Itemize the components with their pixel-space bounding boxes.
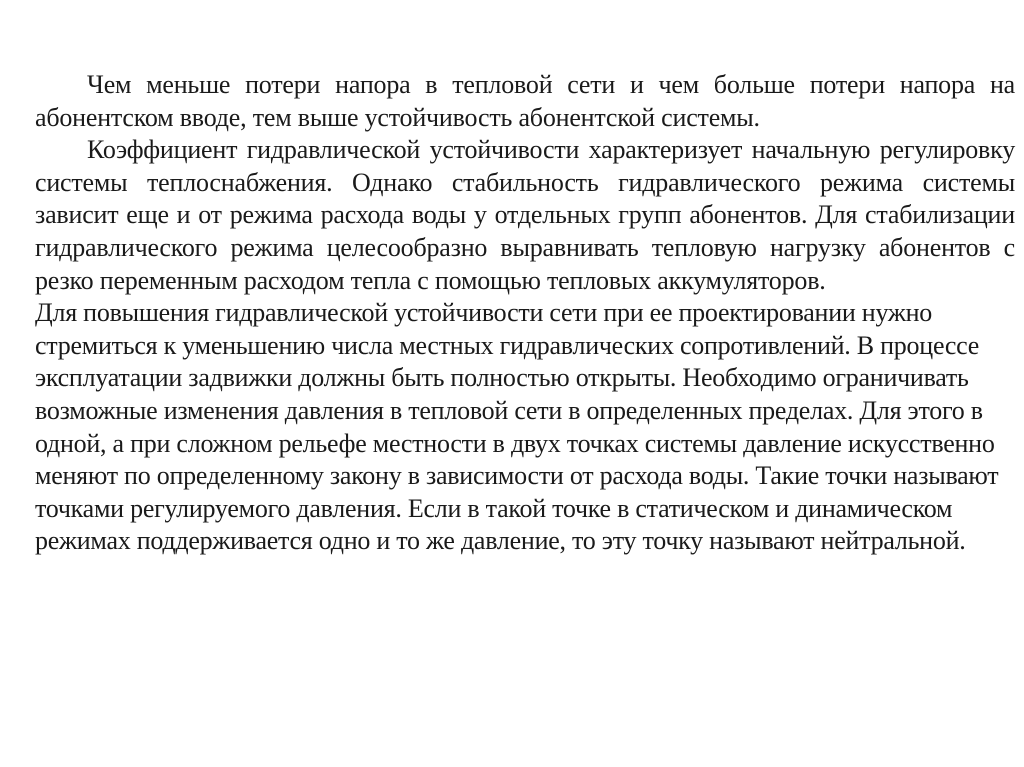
- paragraph-stability: Чем меньше потери напора в тепловой сети и чем больше потери напора на абонентском вводе, тем выше устойчивость абонентской системы.: [35, 70, 1015, 132]
- paragraph-coefficient: Коэффициент гидравлической устойчивости характеризует начальную регулировку системы теплоснабжения. Однако стабильность гидравлического режима системы зависит еще и от режима расхода воды у отдельных групп абонентов. Для стабилизации гидравлического режима целесообразно выравнивать тепловую нагрузку абонентов с резко переменным расходом тепла с помощью тепловых аккумуляторов.: [35, 135, 1015, 295]
- paragraph-design-recommendations: Для повышения гидравлической устойчивости сети при ее проектировании нужно стремиться к уменьшению числа местных гидравлических сопротивлений. В процессе эксплуатации задвижки должны быть полностью открыты. Необходимо ограничивать возможные изменения давления в тепловой сети в определенных пределах. Для этого в одной, а при сложном рельефе местности в двух точках системы давление искусственно меняют по определенному закону в зависимости от расхода воды. Такие точки называют точками регулируемого давления. Если в такой точке в статическом и динамическом режимах поддерживается одно и то же давление, то эту точку называют нейтральной.: [35, 298, 999, 556]
- text-body: [35, 69, 1015, 558]
